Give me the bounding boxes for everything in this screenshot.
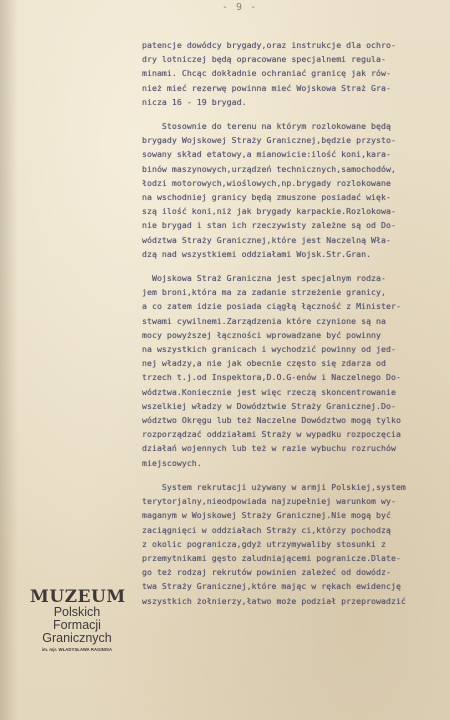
text-line: miejscowych.: [142, 457, 202, 468]
text-line: terytorjalny,nieodpowiada najzupełniej warunkom wy-: [142, 496, 396, 507]
page-number: - 9 -: [222, 2, 258, 13]
text-line: nież mieć rezerwę powinna mieć Wojskowa Straż Gra-: [142, 82, 391, 93]
text-line: mocy powyższej łączności wprowadzane być powinny: [142, 329, 382, 340]
paragraph-gap: [142, 470, 442, 480]
text-line: przemytnikami gęsto zaludniającemi pogranicze.Dlate-: [142, 552, 401, 563]
text-line: łodzi motorowych,wioślowych,np.brygady rozlokowane: [142, 177, 391, 188]
text-line: zaciągnięci w oddziałach Straży ci,którzy pochodzą: [142, 524, 391, 535]
text-line: minami. Chcąc dokładnie ochraniać granicę jak rów-: [142, 68, 391, 79]
text-line: wszelkiej władzy w Dowództwie Straży Granicznej.Do-: [142, 400, 396, 411]
text-line: stwami cywilnemi.Zarządzenia które czynione są na: [142, 315, 386, 326]
page-edge-shadow: [0, 0, 18, 720]
text-line: wództwo Okręgu lub też Naczelne Dowództwo mogą tylko: [142, 415, 401, 426]
text-line: patencje dowódcy brygady,oraz instrukcje dla ochro-: [142, 40, 396, 50]
stamp-line: Formacji: [53, 618, 101, 632]
typewritten-body: [142, 38, 442, 608]
text-line: twa Straży Granicznej,które mając w rękach ewidencję: [142, 581, 401, 592]
text-line: System rekrutacji używany w armji Polskiej,system: [142, 481, 406, 492]
text-line: wszystkich żołnierzy,łatwo może podział przeprowadzić: [142, 595, 406, 606]
paragraph: [142, 271, 442, 470]
text-line: nicza 16 - 19 brygad.: [142, 96, 247, 107]
text-line: binów maszynowych,urządzeń technicznych,samochodów,: [142, 163, 396, 174]
text-line: dzą nad wszystkiemi oddziałami Wojsk.Str.Gran.: [142, 248, 372, 259]
paragraph-gap: [142, 261, 442, 271]
paragraph: [142, 38, 442, 109]
text-line: go też rodzaj rekrutów powinien zależeć od dowódz-: [142, 567, 391, 578]
museum-watermark-stamp: [24, 588, 130, 652]
stamp-subtitle: im. mjr. WŁADYSŁAWA RAGINISA: [41, 647, 113, 652]
text-line: Stosownie do terenu na którym rozlokowane będą: [142, 121, 391, 132]
text-line: z okolic pogranicza,gdyż utrzymywaliby stosunki z: [142, 538, 386, 549]
text-line: rozporządzać oddziałami Straży w wypadku rozpoczęcia: [142, 429, 401, 440]
text-line: nej władzy,a nie jak obecnie często się zdarza od: [142, 358, 386, 369]
text-line: wództwa Straży Granicznej,które jest Naczelną Wła-: [142, 234, 391, 245]
text-line: brygady Wojskowej Straży Granicznej,będzie przysto-: [142, 135, 396, 146]
text-line: jem broni,która ma za zadanie strzeżenie granicy,: [142, 287, 386, 298]
text-line: maganym w Wojskowej Straży Granicznej.Nie mogą być: [142, 510, 391, 521]
text-line: dry lotniczej będą opracowane specjalnemi regula-: [142, 54, 386, 65]
text-line: szą ilość koni,niż jak brygady karpackie.Rozlokowa-: [142, 206, 396, 217]
text-line: na wschodniej granicy będą zmuszone posiadać więk-: [142, 192, 391, 203]
text-line: sowany skład etatowy,a mianowicie:ilość koni,kara-: [142, 149, 391, 160]
stamp-line: Polskich: [53, 605, 101, 619]
text-line: a co zatem idzie posiada ciągłą łączność z Minister-: [142, 301, 401, 312]
paragraph: [142, 119, 442, 261]
text-line: Wojskowa Straż Graniczna jest specjalnym rodza-: [142, 273, 386, 284]
text-line: wództwa.Koniecznie jest więc rzeczą skoncentrowanie: [142, 386, 396, 397]
text-line: na wszystkich granicach i wychodzić powinny od jed-: [142, 344, 396, 355]
text-line: trzech t.j.od Inspektora,D.O.G-enów i Naczelnego Do-: [142, 372, 401, 383]
stamp-title: MUZEUM: [30, 587, 126, 607]
text-line: nie brygad i stan ich rzeczywisty zależne są od Do-: [142, 220, 396, 231]
paragraph: [142, 480, 442, 608]
stamp-line: Granicznych: [42, 631, 112, 645]
paragraph-gap: [142, 109, 442, 119]
text-line: działań wojennych lub też w razie wybuchu rozruchów: [142, 443, 396, 454]
